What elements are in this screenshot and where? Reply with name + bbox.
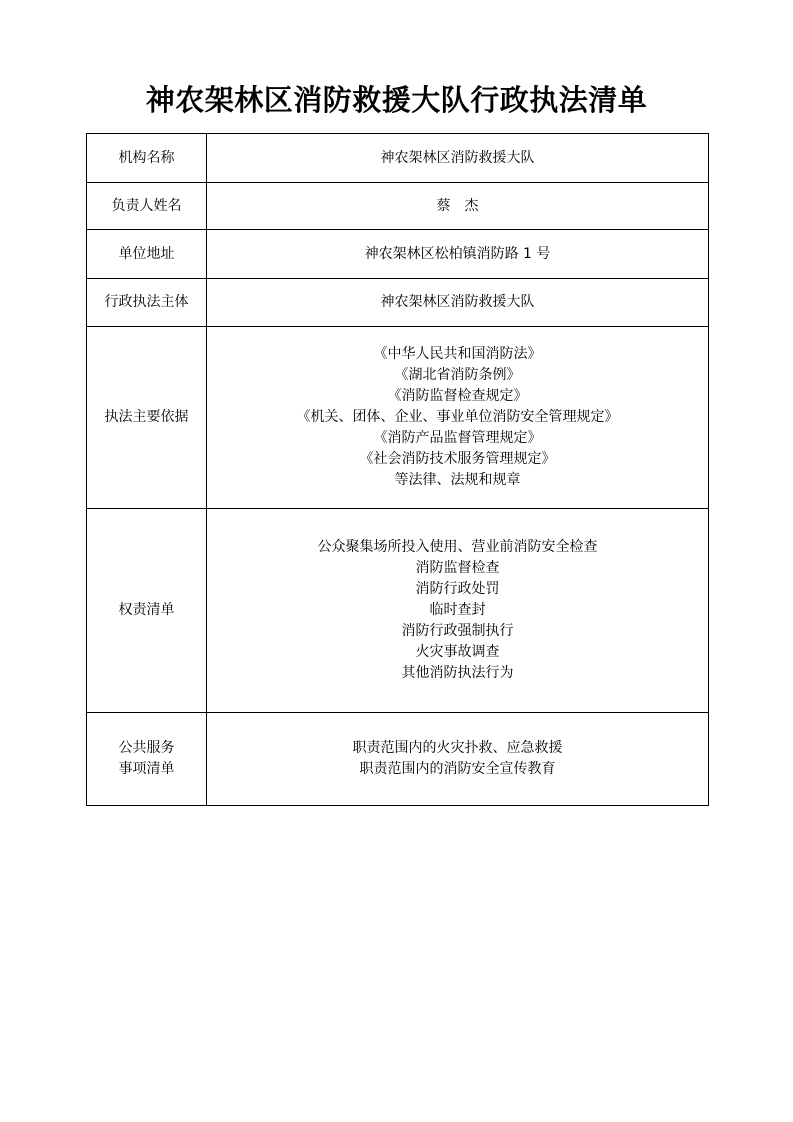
service-label (87, 713, 207, 806)
table-row-org-name (87, 134, 709, 183)
service-item: 职责范围内的火灾扑救、应急救援 (352, 740, 563, 756)
subject-value: 神农架林区消防救援大队 (207, 279, 709, 327)
rights-label: 权责清单 (87, 509, 207, 713)
subject-label: 行政执法主体 (87, 279, 207, 327)
org-name-value: 神农架林区消防救援大队 (207, 134, 709, 183)
service-item: 职责范围内的消防安全宣传教育 (359, 761, 556, 777)
leader-label: 负责人姓名 (87, 183, 207, 230)
service-label-line: 公共服务 (118, 740, 175, 756)
rights-value (207, 509, 709, 713)
rights-item: 其他消防执法行为 (401, 665, 514, 681)
document-title: 神农架林区消防救援大队行政执法清单 (145, 83, 648, 117)
table-row-service (87, 713, 709, 806)
leader-value: 蔡 杰 (207, 183, 709, 230)
rights-item: 消防行政处罚 (415, 581, 500, 597)
table-row-basis (87, 327, 709, 509)
rights-item: 火灾事故调查 (415, 644, 500, 660)
table-row-subject (87, 279, 709, 327)
table-row-address (87, 230, 709, 279)
basis-item: 《湖北省消防条例》 (394, 367, 521, 383)
basis-label: 执法主要依据 (87, 327, 207, 509)
enforcement-list-table (86, 133, 709, 806)
table-row-leader (87, 183, 709, 230)
table-row-rights (87, 509, 709, 713)
basis-item: 《机关、团体、企业、事业单位消防安全管理规定》 (296, 409, 619, 425)
basis-item: 《消防产品监督管理规定》 (373, 430, 542, 446)
basis-item: 等法律、法规和规章 (394, 472, 521, 488)
address-value: 神农架林区松柏镇消防路 1 号 (207, 230, 709, 279)
basis-item: 《社会消防技术服务管理规定》 (359, 451, 556, 467)
rights-item: 公众聚集场所投入使用、营业前消防安全检查 (317, 539, 598, 555)
basis-item: 《消防监督检查规定》 (387, 388, 528, 404)
basis-value (207, 327, 709, 509)
rights-item: 消防监督检查 (415, 560, 500, 576)
service-label-line: 事项清单 (118, 761, 175, 777)
rights-item: 临时查封 (429, 602, 486, 618)
org-name-label: 机构名称 (87, 134, 207, 183)
basis-item: 《中华人民共和国消防法》 (373, 346, 542, 362)
service-value (207, 713, 709, 806)
address-label: 单位地址 (87, 230, 207, 279)
rights-item: 消防行政强制执行 (401, 623, 514, 639)
